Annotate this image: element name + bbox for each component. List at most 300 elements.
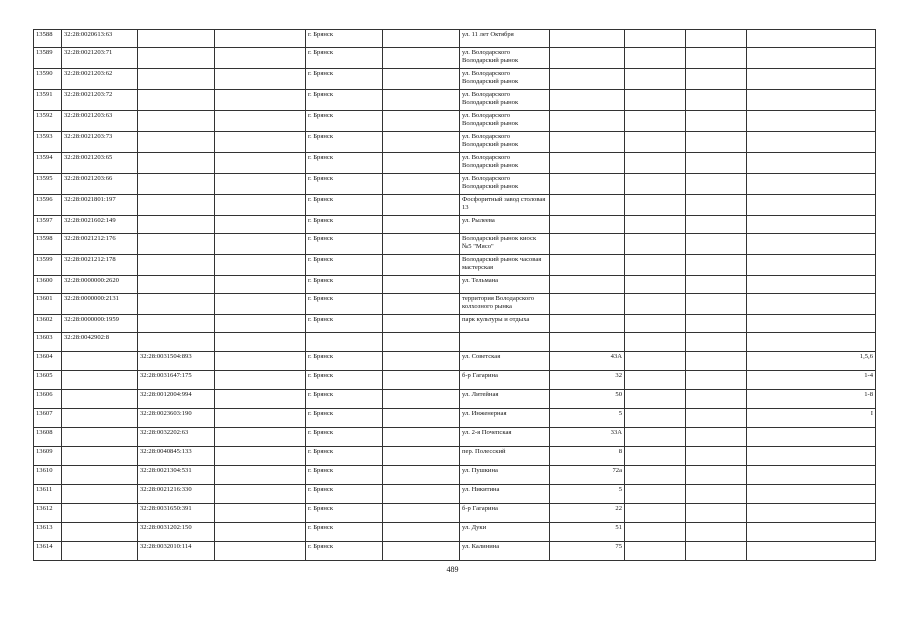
table-cell-c2: 32:28:0031504:893 (138, 352, 215, 371)
table-cell-c5 (383, 352, 460, 371)
table-cell-c1: 32:28:0021203:65 (62, 153, 138, 174)
table-cell-id: 13599 (34, 255, 62, 276)
table-cell-c1 (62, 428, 138, 447)
table-cell-c6: б-р Гагарина (460, 371, 550, 390)
table-cell-c9 (686, 174, 747, 195)
table-cell-c7 (550, 69, 625, 90)
table-cell-c1: 32:28:0042902:8 (62, 333, 138, 352)
table-cell-c8 (625, 216, 686, 234)
table-cell-c3 (215, 234, 306, 255)
table-cell-c9 (686, 466, 747, 485)
table-cell-c1: 32:28:0021801:197 (62, 195, 138, 216)
table-cell-c1 (62, 390, 138, 409)
table-cell-c1: 32:28:0020613:63 (62, 30, 138, 48)
table-cell-c7 (550, 132, 625, 153)
table-row (34, 315, 876, 333)
table-cell-c6: ул. Инженерная (460, 409, 550, 428)
table-cell-c10: 1-8 (747, 390, 876, 409)
table-cell-c7: 50 (550, 390, 625, 409)
table-cell-c10 (747, 48, 876, 69)
table-cell-c1: 32:28:0000000:2131 (62, 294, 138, 315)
table-cell-c9 (686, 48, 747, 69)
table-cell-c5 (383, 428, 460, 447)
table-cell-c6: пер. Полесский (460, 447, 550, 466)
table-row (34, 153, 876, 174)
table-cell-c3 (215, 504, 306, 523)
table-cell-c7: 5 (550, 409, 625, 428)
table-cell-c7 (550, 153, 625, 174)
table-cell-c3 (215, 485, 306, 504)
table-cell-c7 (550, 195, 625, 216)
table-cell-c5 (383, 30, 460, 48)
table-cell-id: 13612 (34, 504, 62, 523)
table-cell-c5 (383, 485, 460, 504)
table-cell-c2 (138, 132, 215, 153)
table-cell-c7: 22 (550, 504, 625, 523)
table-cell-c9 (686, 485, 747, 504)
table-cell-c8 (625, 409, 686, 428)
table-row (34, 352, 876, 371)
table-cell-c7 (550, 216, 625, 234)
table-cell-c2 (138, 90, 215, 111)
table-cell-c3 (215, 111, 306, 132)
table-cell-c8 (625, 504, 686, 523)
table-cell-c9 (686, 294, 747, 315)
table-cell-c8 (625, 542, 686, 561)
table-cell-c10 (747, 153, 876, 174)
table-cell-c6: ул. Пушкина (460, 466, 550, 485)
table-row (34, 132, 876, 153)
table-cell-id: 13606 (34, 390, 62, 409)
table-row (34, 294, 876, 315)
table-cell-c8 (625, 315, 686, 333)
table-cell-c4: г. Брянск (306, 153, 383, 174)
table-cell-c1: 32:28:0000000:1959 (62, 315, 138, 333)
table-cell-c4: г. Брянск (306, 409, 383, 428)
table-cell-c5 (383, 504, 460, 523)
table-cell-c8 (625, 371, 686, 390)
table-row (34, 447, 876, 466)
table-row (34, 276, 876, 294)
table-cell-id: 13593 (34, 132, 62, 153)
table-cell-c5 (383, 255, 460, 276)
table-cell-c2 (138, 234, 215, 255)
table-cell-c4: г. Брянск (306, 294, 383, 315)
table-row (34, 542, 876, 561)
table-cell-c10 (747, 466, 876, 485)
table-cell-c9 (686, 69, 747, 90)
table-cell-c5 (383, 333, 460, 352)
table-cell-c2 (138, 69, 215, 90)
table-cell-c3 (215, 428, 306, 447)
table-cell-c8 (625, 447, 686, 466)
table-cell-c2: 32:28:0012004:994 (138, 390, 215, 409)
table-row (34, 216, 876, 234)
table-row (34, 428, 876, 447)
table-cell-c10: 1-4 (747, 371, 876, 390)
table-cell-c6: ул. Володарского Володарский рынок (460, 132, 550, 153)
table-row (34, 174, 876, 195)
table-cell-c7 (550, 315, 625, 333)
table-cell-c3 (215, 69, 306, 90)
table-cell-c6: ул. Рылеева (460, 216, 550, 234)
table-cell-c3 (215, 195, 306, 216)
table-cell-c8 (625, 153, 686, 174)
table-cell-id: 13592 (34, 111, 62, 132)
table-cell-c2: 32:28:0032202:63 (138, 428, 215, 447)
table-cell-c2: 32:28:0021216:330 (138, 485, 215, 504)
table-cell-c8 (625, 255, 686, 276)
table-cell-c9 (686, 504, 747, 523)
table-cell-c10 (747, 174, 876, 195)
table-cell-c10 (747, 523, 876, 542)
table-cell-c6: ул. Советская (460, 352, 550, 371)
table-row (34, 255, 876, 276)
table-cell-c4: г. Брянск (306, 216, 383, 234)
table-cell-c9 (686, 195, 747, 216)
table-row (34, 69, 876, 90)
table-cell-id: 13607 (34, 409, 62, 428)
table-cell-c5 (383, 276, 460, 294)
table-cell-c2 (138, 195, 215, 216)
table-cell-c4: г. Брянск (306, 90, 383, 111)
table-cell-c7: 33А (550, 428, 625, 447)
table-cell-c5 (383, 216, 460, 234)
table-cell-c6 (460, 333, 550, 352)
table-cell-id: 13614 (34, 542, 62, 561)
table-cell-c5 (383, 132, 460, 153)
table-cell-c2 (138, 255, 215, 276)
table-cell-c1 (62, 371, 138, 390)
table-cell-c4: г. Брянск (306, 390, 383, 409)
table-cell-c8 (625, 466, 686, 485)
table-cell-c7: 75 (550, 542, 625, 561)
table-cell-c7: 51 (550, 523, 625, 542)
table-cell-c1 (62, 447, 138, 466)
table-cell-c6: ул. Володарского Володарский рынок (460, 174, 550, 195)
table-cell-c7: 5 (550, 485, 625, 504)
table-cell-c4: г. Брянск (306, 132, 383, 153)
table-cell-c3 (215, 276, 306, 294)
table-cell-c4: г. Брянск (306, 466, 383, 485)
table-cell-c7 (550, 48, 625, 69)
table-cell-c1 (62, 504, 138, 523)
table-cell-c10 (747, 333, 876, 352)
table-cell-c3 (215, 466, 306, 485)
table-cell-c2: 32:28:0040845:133 (138, 447, 215, 466)
table-row (34, 30, 876, 48)
table-cell-id: 13588 (34, 30, 62, 48)
table-cell-id: 13611 (34, 485, 62, 504)
table-row (34, 390, 876, 409)
table-cell-c10 (747, 30, 876, 48)
table-cell-c8 (625, 276, 686, 294)
table-row (34, 371, 876, 390)
table-cell-c3 (215, 371, 306, 390)
table-cell-c8 (625, 30, 686, 48)
table-cell-c5 (383, 174, 460, 195)
table-cell-c1 (62, 466, 138, 485)
table-cell-c10 (747, 276, 876, 294)
table-cell-c4 (306, 333, 383, 352)
table-cell-c10 (747, 90, 876, 111)
table-cell-c9 (686, 153, 747, 174)
table-cell-c9 (686, 111, 747, 132)
table-cell-c9 (686, 255, 747, 276)
table-cell-id: 13594 (34, 153, 62, 174)
table-cell-c10 (747, 216, 876, 234)
table-cell-c3 (215, 409, 306, 428)
table-cell-c3 (215, 352, 306, 371)
table-cell-c7 (550, 276, 625, 294)
table-cell-c5 (383, 542, 460, 561)
table-cell-c7 (550, 255, 625, 276)
table-cell-c5 (383, 111, 460, 132)
table-cell-id: 13608 (34, 428, 62, 447)
table-row (34, 234, 876, 255)
table-cell-c4: г. Брянск (306, 111, 383, 132)
table-cell-c6: ул. 2-я Почепская (460, 428, 550, 447)
table-cell-c6: ул. Дуки (460, 523, 550, 542)
table-cell-c10: I (747, 409, 876, 428)
table-cell-c7 (550, 234, 625, 255)
table-cell-c7 (550, 294, 625, 315)
table-cell-c1: 32:28:0021203:73 (62, 132, 138, 153)
table-cell-c3 (215, 333, 306, 352)
table-cell-id: 13604 (34, 352, 62, 371)
table-cell-c3 (215, 216, 306, 234)
table-cell-c10: 1,5,6 (747, 352, 876, 371)
table-cell-c9 (686, 390, 747, 409)
table-cell-c4: г. Брянск (306, 371, 383, 390)
table-cell-c10 (747, 69, 876, 90)
table-cell-c1: 32:28:0021602:149 (62, 216, 138, 234)
table-cell-c1: 32:28:0021203:63 (62, 111, 138, 132)
table-cell-c7 (550, 174, 625, 195)
table-cell-c2: 32:28:0032010:114 (138, 542, 215, 561)
table-cell-c2 (138, 111, 215, 132)
table-cell-c8 (625, 428, 686, 447)
table-cell-c5 (383, 315, 460, 333)
table-cell-c5 (383, 523, 460, 542)
table-cell-id: 13600 (34, 276, 62, 294)
table-cell-c5 (383, 294, 460, 315)
table-cell-c9 (686, 447, 747, 466)
table-cell-c1 (62, 523, 138, 542)
table-cell-c8 (625, 111, 686, 132)
table-cell-id: 13601 (34, 294, 62, 315)
table-cell-c9 (686, 523, 747, 542)
table-cell-c8 (625, 485, 686, 504)
table-cell-c10 (747, 428, 876, 447)
table-cell-c1: 32:28:0021203:72 (62, 90, 138, 111)
table-cell-c5 (383, 90, 460, 111)
table-cell-c8 (625, 333, 686, 352)
table-cell-c1 (62, 542, 138, 561)
table-row (34, 504, 876, 523)
table-cell-id: 13597 (34, 216, 62, 234)
table-cell-c4: г. Брянск (306, 504, 383, 523)
table-cell-c10 (747, 504, 876, 523)
table-cell-c6: ул. Володарского Володарский рынок (460, 69, 550, 90)
table-cell-c5 (383, 371, 460, 390)
table-cell-c3 (215, 132, 306, 153)
table-cell-c4: г. Брянск (306, 234, 383, 255)
table-cell-c8 (625, 195, 686, 216)
table-cell-id: 13603 (34, 333, 62, 352)
registry-rows (34, 30, 876, 561)
table-cell-c5 (383, 409, 460, 428)
table-cell-c9 (686, 542, 747, 561)
table-cell-c4: г. Брянск (306, 542, 383, 561)
table-cell-c10 (747, 485, 876, 504)
table-cell-c6: ул. Володарского Володарский рынок (460, 90, 550, 111)
table-cell-id: 13591 (34, 90, 62, 111)
table-cell-c7: 43А (550, 352, 625, 371)
table-cell-c5 (383, 447, 460, 466)
table-cell-c8 (625, 234, 686, 255)
table-cell-c3 (215, 315, 306, 333)
table-cell-c3 (215, 30, 306, 48)
table-row (34, 523, 876, 542)
table-cell-c6: Володарский рынок киоск №5 "Мясо" (460, 234, 550, 255)
table-cell-c4: г. Брянск (306, 69, 383, 90)
table-row (34, 333, 876, 352)
table-cell-c1: 32:28:0021203:71 (62, 48, 138, 69)
table-cell-c7 (550, 111, 625, 132)
table-cell-c4: г. Брянск (306, 195, 383, 216)
table-cell-c5 (383, 466, 460, 485)
table-row (34, 195, 876, 216)
table-cell-c2 (138, 216, 215, 234)
table-cell-c2 (138, 315, 215, 333)
table-cell-c10 (747, 294, 876, 315)
table-cell-c4: г. Брянск (306, 315, 383, 333)
table-cell-c5 (383, 153, 460, 174)
table-cell-c5 (383, 390, 460, 409)
table-cell-c7 (550, 333, 625, 352)
table-cell-id: 13598 (34, 234, 62, 255)
table-cell-c9 (686, 216, 747, 234)
table-cell-c6: территория Володарского колхозного рынка (460, 294, 550, 315)
table-cell-c1: 32:28:0021212:178 (62, 255, 138, 276)
table-cell-c9 (686, 409, 747, 428)
table-cell-id: 13605 (34, 371, 62, 390)
table-cell-c3 (215, 90, 306, 111)
table-cell-c9 (686, 90, 747, 111)
table-cell-c2 (138, 48, 215, 69)
table-cell-c10 (747, 542, 876, 561)
table-cell-c6: ул. Литейная (460, 390, 550, 409)
table-cell-c3 (215, 523, 306, 542)
table-cell-c3 (215, 390, 306, 409)
table-cell-c5 (383, 234, 460, 255)
table-cell-c2: 32:28:0021304:531 (138, 466, 215, 485)
table-cell-c9 (686, 234, 747, 255)
table-cell-c6: ул. 11 лет Октября (460, 30, 550, 48)
table-cell-c6: ул. Володарского Володарский рынок (460, 153, 550, 174)
table-cell-c8 (625, 48, 686, 69)
table-cell-c8 (625, 69, 686, 90)
table-cell-c6: Володарский рынок часовая мастерская (460, 255, 550, 276)
table-cell-c8 (625, 352, 686, 371)
table-cell-c10 (747, 447, 876, 466)
table-cell-c4: г. Брянск (306, 276, 383, 294)
table-cell-c3 (215, 153, 306, 174)
table-cell-c5 (383, 195, 460, 216)
table-cell-c8 (625, 523, 686, 542)
table-cell-c4: г. Брянск (306, 428, 383, 447)
table-cell-c9 (686, 371, 747, 390)
table-cell-c2: 32:28:0023603:190 (138, 409, 215, 428)
table-cell-c2: 32:28:0031202:150 (138, 523, 215, 542)
page-number: 489 (446, 565, 459, 574)
table-row (34, 466, 876, 485)
table-cell-c2 (138, 153, 215, 174)
table-cell-c7 (550, 30, 625, 48)
table-row (34, 485, 876, 504)
table-cell-c6: ул. Володарского Володарский рынок (460, 48, 550, 69)
table-cell-id: 13589 (34, 48, 62, 69)
table-cell-c4: г. Брянск (306, 485, 383, 504)
table-row (34, 111, 876, 132)
table-cell-c4: г. Брянск (306, 447, 383, 466)
table-cell-c2 (138, 174, 215, 195)
registry-table (33, 29, 876, 561)
table-cell-c9 (686, 428, 747, 447)
table-cell-c6: ул. Калинина (460, 542, 550, 561)
table-cell-id: 13602 (34, 315, 62, 333)
table-cell-c6: ул. Никитина (460, 485, 550, 504)
table-cell-c1 (62, 352, 138, 371)
table-cell-c3 (215, 294, 306, 315)
table-cell-id: 13590 (34, 69, 62, 90)
table-cell-c3 (215, 48, 306, 69)
table-cell-c7 (550, 90, 625, 111)
table-cell-c10 (747, 255, 876, 276)
table-cell-c1 (62, 409, 138, 428)
table-cell-c9 (686, 276, 747, 294)
table-cell-c1 (62, 485, 138, 504)
table-cell-c8 (625, 174, 686, 195)
table-cell-c9 (686, 315, 747, 333)
table-cell-c3 (215, 447, 306, 466)
table-cell-c10 (747, 234, 876, 255)
table-cell-c1: 32:28:0021203:62 (62, 69, 138, 90)
table-cell-c4: г. Брянск (306, 30, 383, 48)
table-cell-c7: 32 (550, 371, 625, 390)
table-cell-c3 (215, 174, 306, 195)
table-cell-c8 (625, 390, 686, 409)
table-cell-c4: г. Брянск (306, 174, 383, 195)
table-cell-c4: г. Брянск (306, 352, 383, 371)
table-cell-id: 13613 (34, 523, 62, 542)
table-cell-c2 (138, 30, 215, 48)
table-row (34, 409, 876, 428)
table-cell-c6: б-р Гагарина (460, 504, 550, 523)
table-cell-c1: 32:28:0021212:176 (62, 234, 138, 255)
table-cell-c2: 32:28:0031650:391 (138, 504, 215, 523)
table-cell-c3 (215, 255, 306, 276)
table-cell-c4: г. Брянск (306, 48, 383, 69)
table-cell-c3 (215, 542, 306, 561)
table-cell-c9 (686, 30, 747, 48)
table-row (34, 48, 876, 69)
table-cell-id: 13610 (34, 466, 62, 485)
table-cell-c8 (625, 90, 686, 111)
table-cell-c7: 72а (550, 466, 625, 485)
table-cell-c2: 32:28:0031647:175 (138, 371, 215, 390)
